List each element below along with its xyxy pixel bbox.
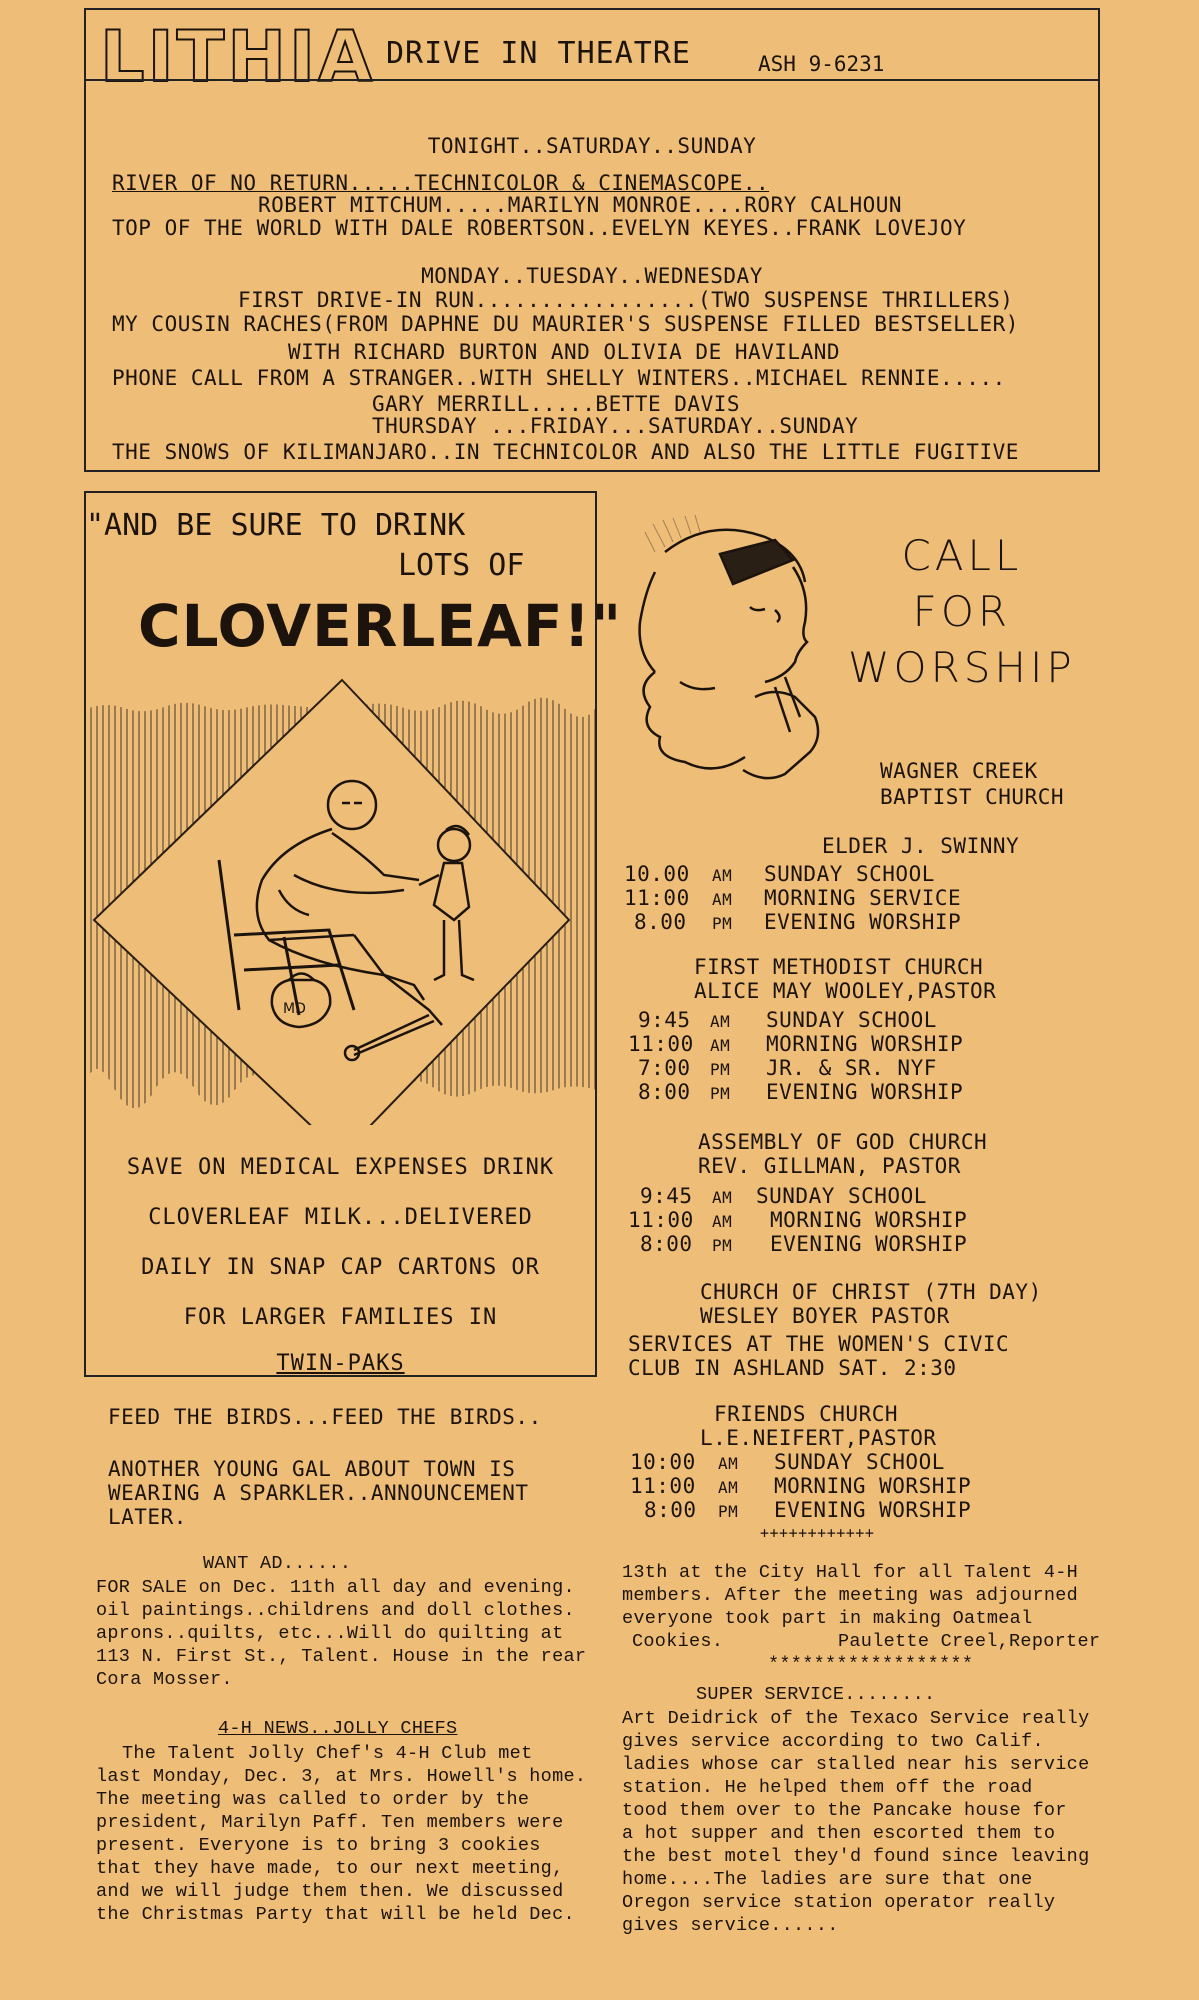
service-ampm: PM — [712, 1236, 733, 1255]
service-name: MORNING WORSHIP — [770, 1208, 968, 1232]
theatre-line: MONDAY..TUESDAY..WEDNESDAY — [421, 264, 763, 288]
service-ampm: AM — [712, 890, 733, 909]
service-name: MORNING WORSHIP — [774, 1474, 972, 1498]
service-name: SUNDAY SCHOOL — [764, 862, 935, 886]
four-h-heading: 4-H NEWS..JOLLY CHEFS — [218, 1718, 458, 1739]
service-time: 9:45 — [640, 1184, 693, 1208]
theatre-line: FIRST DRIVE-IN RUN.................(TWO SUSPENSE THRILLERS) — [238, 288, 1014, 312]
service-ampm: PM — [710, 1084, 731, 1103]
church-name: FIRST METHODIST CHURCH — [694, 955, 984, 979]
service-name: EVENING WORSHIP — [766, 1080, 964, 1104]
want-ad-line: FOR SALE on Dec. 11th all day and evening. — [96, 1577, 575, 1598]
theatre-divider — [84, 79, 1100, 81]
service-time: 8:00 — [644, 1498, 697, 1522]
four-h-line: the Christmas Party that will be held Dec. — [96, 1904, 575, 1925]
service-ampm: PM — [712, 914, 733, 933]
service-time: 9:45 — [638, 1008, 691, 1032]
service-name: JR. & SR. NYF — [766, 1056, 937, 1080]
service-name: SUNDAY SCHOOL — [774, 1450, 945, 1474]
theatre-subtitle: DRIVE IN THEATRE — [386, 36, 691, 71]
four-h-line: The Talent Jolly Chef's 4-H Club met — [122, 1743, 533, 1764]
service-name: SUNDAY SCHOOL — [766, 1008, 937, 1032]
church-pastor: WESLEY BOYER PASTOR — [700, 1304, 950, 1328]
service-time: 10:00 — [630, 1450, 696, 1474]
service-name: SUNDAY SCHOOL — [756, 1184, 927, 1208]
service-time: 8:00 — [638, 1080, 691, 1104]
four-h-line: The meeting was called to order by the — [96, 1789, 530, 1810]
theatre-line: TOP OF THE WORLD WITH DALE ROBERTSON..EVELYN KEYES..FRANK LOVEJOY — [112, 216, 967, 240]
four-h-line: and we will judge them then. We discussed — [96, 1881, 564, 1902]
church-name: CHURCH OF CHRIST (7TH DAY) — [700, 1280, 1042, 1304]
service-ampm: AM — [710, 1036, 731, 1055]
want-ad-line: 113 N. First St., Talent. House in the rear — [96, 1646, 587, 1667]
theatre-line: RIVER OF NO RETURN.....TECHNICOLOR & CINEMASCOPE.. — [112, 171, 770, 195]
theatre-line: TONIGHT..SATURDAY..SUNDAY — [427, 134, 757, 158]
theatre-line: ROBERT MITCHUM.....MARILYN MONROE....RORY CALHOUN — [258, 193, 903, 217]
service-ampm: AM — [718, 1478, 739, 1497]
want-ad-line: oil paintings..childrens and doll clothes. — [96, 1600, 575, 1621]
service-time: 11:00 — [624, 886, 690, 910]
worship-title-line: FOR — [912, 587, 1012, 636]
cloverleaf-body-line: DAILY IN SNAP CAP CARTONS OR — [141, 1255, 540, 1280]
theatre-phone: ASH 9-6231 — [758, 52, 885, 76]
cloverleaf-brand: CLOVERLEAF!" — [138, 592, 623, 660]
four-h-line: present. Everyone is to bring 3 cookies — [96, 1835, 541, 1856]
service-time: 11:00 — [628, 1208, 694, 1232]
church-note-line: CLUB IN ASHLAND SAT. 2:30 — [628, 1356, 957, 1380]
super-service-line: home....The ladies are sure that one — [622, 1869, 1033, 1890]
worship-title-line: WORSHIP — [848, 643, 1076, 692]
cloverleaf-body-line: TWIN-PAKS — [276, 1351, 405, 1376]
feed-birds-note: FEED THE BIRDS...FEED THE BIRDS.. — [108, 1405, 542, 1429]
service-time: 10.00 — [624, 862, 690, 886]
super-service-line: a hot supper and then escorted them to — [622, 1823, 1056, 1844]
theatre-title: LITHIA — [100, 16, 376, 98]
bag-label: MD — [283, 1001, 306, 1017]
theatre-line: MY COUSIN RACHES(FROM DAPHNE DU MAURIER'S SUSPENSE FILLED BESTSELLER) — [112, 312, 1019, 336]
super-service-heading: SUPER SERVICE........ — [696, 1684, 936, 1705]
service-ampm: AM — [712, 1212, 733, 1231]
want-ad-line: aprons..quilts, etc...Will do quilting at — [96, 1623, 564, 1644]
super-service-line: the best motel they'd found since leaving — [622, 1846, 1090, 1867]
service-name: MORNING SERVICE — [764, 886, 962, 910]
super-service-line: Art Deidrick of the Texaco Service really — [622, 1708, 1090, 1729]
service-time: 7:00 — [638, 1056, 691, 1080]
four-h-line: Cookies. — [632, 1631, 724, 1652]
sparkler-note-line: WEARING A SPARKLER..ANNOUNCEMENT — [108, 1481, 529, 1505]
super-service-line: gives service according to two Calif. — [622, 1731, 1044, 1752]
cloverleaf-body-line: FOR LARGER FAMILIES IN — [183, 1305, 498, 1330]
service-ampm: AM — [718, 1454, 739, 1473]
service-time: 11:00 — [628, 1032, 694, 1056]
service-ampm: PM — [710, 1060, 731, 1079]
service-name: EVENING WORSHIP — [764, 910, 962, 934]
church-note-line: SERVICES AT THE WOMEN'S CIVIC — [628, 1332, 1010, 1356]
four-h-reporter: Paulette Creel,Reporter — [838, 1631, 1101, 1652]
church-name: ASSEMBLY OF GOD CHURCH — [698, 1130, 988, 1154]
service-time: 8.00 — [634, 910, 687, 934]
four-h-line: that they have made, to our next meeting, — [96, 1858, 564, 1879]
theatre-line: GARY MERRILL.....BETTE DAVIS — [372, 392, 741, 416]
church-name: WAGNER CREEK — [880, 759, 1038, 783]
praying-girl-illustration — [625, 512, 865, 802]
service-ampm: AM — [712, 866, 733, 885]
cloverleaf-headline: "AND BE SURE TO DRINK — [86, 508, 466, 543]
church-pastor: REV. GILLMAN, PASTOR — [698, 1154, 961, 1178]
theatre-line: WITH RICHARD BURTON AND OLIVIA DE HAVILAND — [288, 340, 841, 364]
call-for-worship-title — [848, 528, 1076, 696]
worship-divider: ++++++++++++ — [760, 1524, 875, 1542]
four-h-line: last Monday, Dec. 3, at Mrs. Howell's home. — [96, 1766, 587, 1787]
service-name: EVENING WORSHIP — [770, 1232, 968, 1256]
sparkler-note-line: ANOTHER YOUNG GAL ABOUT TOWN IS — [108, 1457, 516, 1481]
four-h-line: president, Marilyn Paff. Ten members were — [96, 1812, 564, 1833]
church-pastor: ELDER J. SWINNY — [822, 834, 1020, 858]
super-service-line: gives service...... — [622, 1915, 839, 1936]
church-name: BAPTIST CHURCH — [880, 785, 1065, 809]
super-service-line: ladies whose car stalled near his service — [622, 1754, 1090, 1775]
church-pastor: L.E.NEIFERT,PASTOR — [700, 1426, 937, 1450]
service-ampm: PM — [718, 1502, 739, 1521]
cloverleaf-headline: LOTS OF — [398, 548, 525, 583]
four-h-divider: ****************** — [768, 1654, 974, 1675]
super-service-line: tood them over to the Pancake house for — [622, 1800, 1067, 1821]
want-ad-line: Cora Mosser. — [96, 1669, 233, 1690]
super-service-line: Oregon service station operator really — [622, 1892, 1056, 1913]
service-time: 11:00 — [630, 1474, 696, 1498]
want-ad-heading: WANT AD...... — [203, 1553, 352, 1574]
church-pastor: ALICE MAY WOOLEY,PASTOR — [694, 979, 997, 1003]
service-name: EVENING WORSHIP — [774, 1498, 972, 1522]
four-h-line: everyone took part in making Oatmeal — [622, 1608, 1033, 1629]
four-h-line: members. After the meeting was adjourned — [622, 1585, 1079, 1606]
worship-title-line: CALL — [901, 531, 1023, 580]
service-ampm: AM — [712, 1188, 733, 1207]
theatre-line: THE SNOWS OF KILIMANJARO..IN TECHNICOLOR AND ALSO THE LITTLE FUGITIVE — [112, 440, 1019, 464]
theatre-line: PHONE CALL FROM A STRANGER..WITH SHELLY WINTERS..MICHAEL RENNIE..... — [112, 366, 1006, 390]
cloverleaf-body-line: CLOVERLEAF MILK...DELIVERED — [148, 1205, 533, 1230]
church-name: FRIENDS CHURCH — [714, 1402, 899, 1426]
four-h-line: 13th at the City Hall for all Talent 4-H — [622, 1562, 1079, 1583]
doctor-child-illustration — [84, 675, 597, 1125]
service-time: 8:00 — [640, 1232, 693, 1256]
service-ampm: AM — [710, 1012, 731, 1031]
super-service-line: station. He helped them off the road — [622, 1777, 1033, 1798]
service-name: MORNING WORSHIP — [766, 1032, 964, 1056]
sparkler-note-line: LATER. — [108, 1505, 187, 1529]
cloverleaf-body-line: SAVE ON MEDICAL EXPENSES DRINK — [126, 1155, 555, 1180]
theatre-line: THURSDAY ...FRIDAY...SATURDAY..SUNDAY — [372, 414, 859, 438]
